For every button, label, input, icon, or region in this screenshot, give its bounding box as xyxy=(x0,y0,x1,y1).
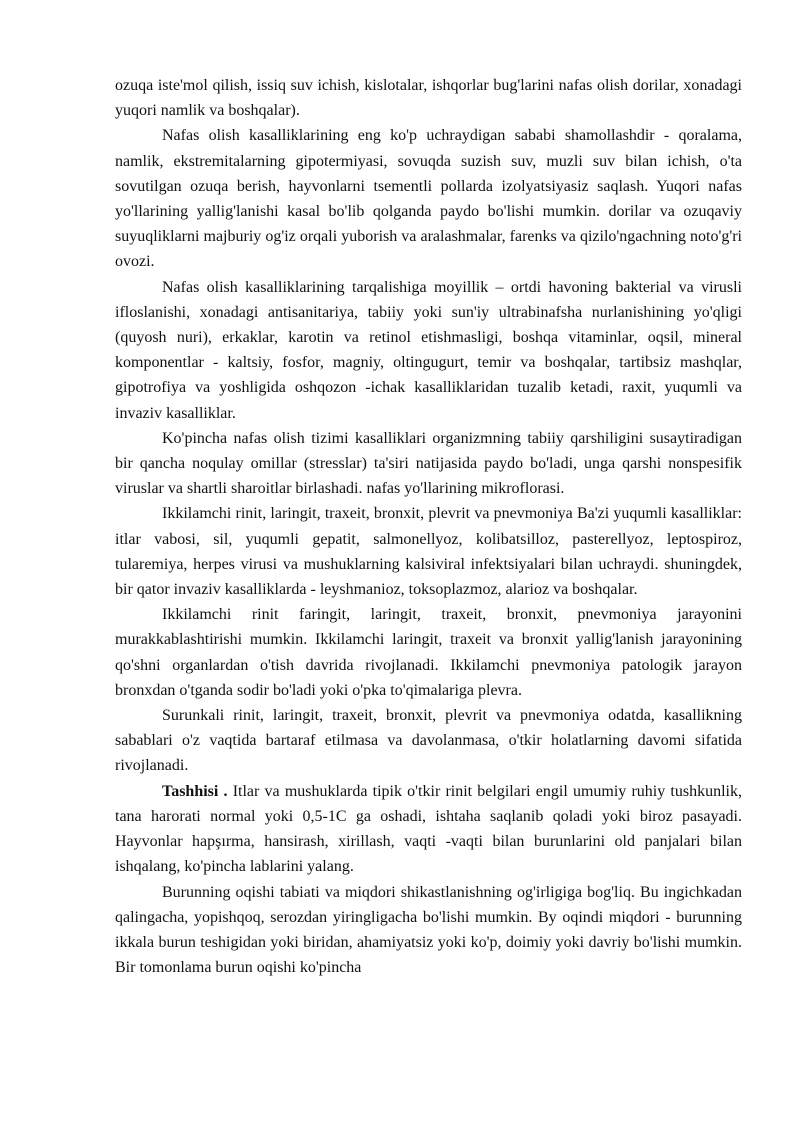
paragraph-5: Ikkilamchi rinit, laringit, traxeit, bronxit, plevrit va pnevmoniya Ba'zi yuqumli kasalliklar: itlar vabosi, sil, yuqumli gepatit, salmonellyoz, kolibatsilloz, pasterellyoz, leptospiroz, tularemiya, herpes virusi va mushuklarning kalsiviral infektsiyalari bilan uchraydi. shuningdek, bir qator invaziv kasalliklarda - leyshmanioz, toksoplazmoz, alarioz va boshqalar. xyxy=(115,505,742,599)
paragraph-6: Ikkilamchi rinit faringit, laringit, traxeit, bronxit, pnevmoniya jarayonini murakkablashtirishi mumkin. Ikkilamchi laringit, traxeit va bronxit yallig'lanish jarayonining qo'shni organlardan o'tish davrida rivojlanadi. Ikkilamchi pnevmoniya patologik jarayon bronxdan o'tganda sodir bo'ladi yoki o'pka to'qimalariga plevra. xyxy=(115,606,742,699)
paragraph-1: ozuqa iste'mol qilish, issiq suv ichish, kislotalar, ishqorlar bug'larini nafas olish dorilar, xonadagi yuqori namlik va boshqalar). xyxy=(115,77,742,120)
document-page xyxy=(115,73,742,980)
paragraph-2: Nafas olish kasalliklarining eng ko'p uchraydigan sababi shamollashdir - qoralama, namlik, ekstremitalarning gipotermiyasi, sovuqda suzish suv, muzli suv bilan ichish, o'ta sovutilgan ozuqa berish, hayvonlarni tsementli pollarda izolyatsiyasiz saqlash. Yuqori nafas yo'llarining yallig'lanishi kasal bo'lib qolganda paydo bo'lishi mumkin. dorilar va ozuqaviy suyuqliklarni majburiy og'iz orqali yuborish va aralashmalar, farenks va qizilo'ngachning noto'g'ri ovozi. xyxy=(115,127,742,271)
diagnosis-heading: Tashhisi . xyxy=(162,782,228,800)
paragraph-3: Nafas olish kasalliklarining tarqalishiga moyillik – ortdi havoning bakterial va virusli ifloslanishi, xonadagi antisanitariya, tabiiy yoki sun'iy ultrabinafsha nurlanishining yo'qligi (quyosh nuri), erkaklar, karotin va retinol etishmasligi, boshqa vitaminlar, oqsil, mineral komponentlar - kaltsiy, fosfor, magniy, oltingugurt, temir va boshqalar, tartibsiz mashqlar, gipotrofiya va yoshligida oshqozon -ichak kasalliklaridan tuzalib ketadi, raxit, yuqumli va invaziv kasalliklar. xyxy=(115,278,742,422)
paragraph-4: Ko'pincha nafas olish tizimi kasalliklari organizmning tabiiy qarshiligini susaytiradigan bir qancha noqulay omillar (stresslar) ta'siri natijasida paydo bo'ladi, unga qarshi nonspesifik viruslar va shartli sharoitlar birlashadi. nafas yo'llarining mikroflorasi. xyxy=(115,429,742,498)
diagnosis-text: Itlar va mushuklarda tipik o'tkir rinit belgilari engil umumiy ruhiy tushkunlik, tana harorati normal yoki 0,5-1C ga oshadi, ishtaha saqlanib qoladi yoki biroz pasayadi. Hayvonlar hapşırma, hansirash, xirillash, vaqti -vaqti bilan burunlarini old panjalari bilan ishqalang, ko'pincha lablarini yalang. xyxy=(115,782,742,876)
paragraph-last: Burunning oqishi tabiati va miqdori shikastlanishning og'irligiga bog'liq. Bu ingichkadan qalingacha, yopishqoq, serozdan yiringligacha bo'lishi mumkin. By oqindi miqdori - burunning ikkala burun teshigidan yoki biridan, ahamiyatsiz yoki ko'p, doimiy yoki davriy bo'lishi mumkin. Bir tomonlama burun oqishi ko'pincha xyxy=(115,883,742,977)
paragraph-diagnosis xyxy=(115,779,742,880)
paragraph-7: Surunkali rinit, laringit, traxeit, bronxit, plevrit va pnevmoniya odatda, kasallikning sabablari o'z vaqtida bartaraf etilmasa va davolanmasa, o'tkir holatlarning davomi sifatida rivojlanadi. xyxy=(115,707,742,775)
